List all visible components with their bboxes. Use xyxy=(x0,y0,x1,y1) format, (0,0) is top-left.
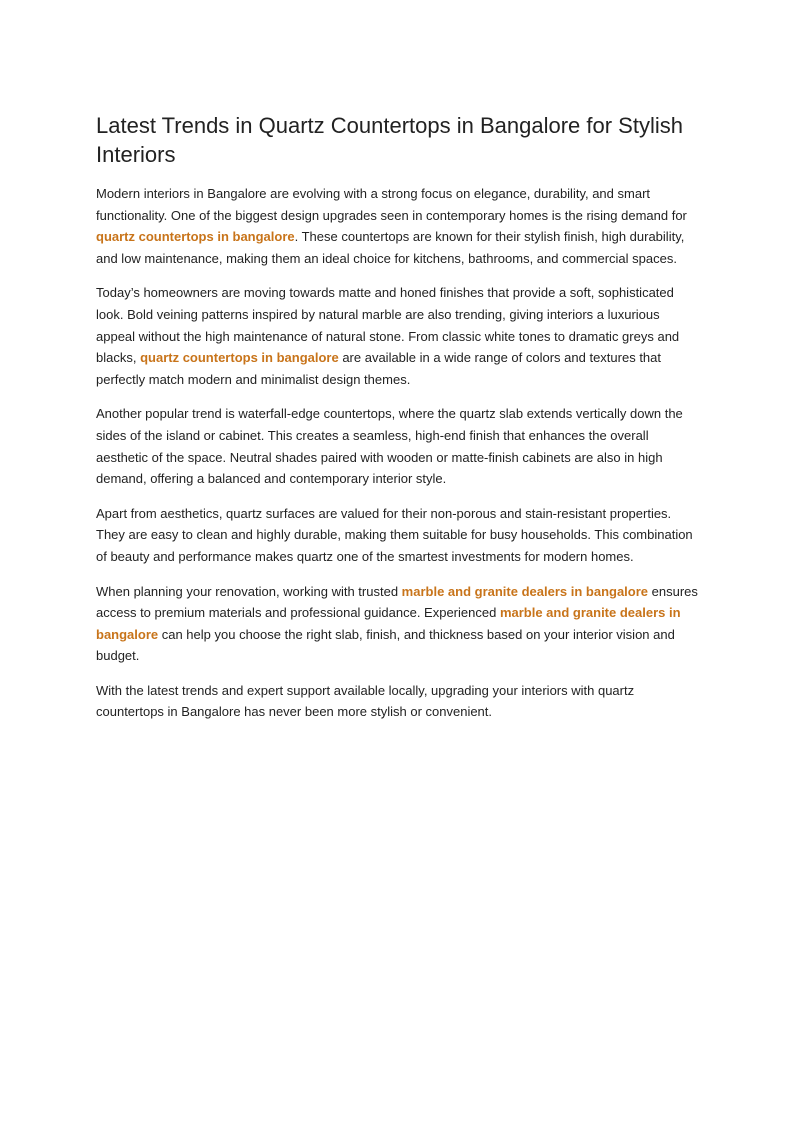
paragraph-text: can help you choose the right slab, finish, and thickness based on your interior vision and budget. xyxy=(96,626,675,664)
paragraph-properties: Apart from aesthetics, quartz surfaces are valued for their non-porous and stain-resistant properties. They are easy to clean and highly durable, making them suitable for busy households. This combination of beauty and performance makes quartz one of the smartest investments for modern homes. xyxy=(96,505,693,564)
quartz-countertops-link[interactable]: quartz countertops in bangalore xyxy=(96,229,295,245)
page-title: Latest Trends in Quartz Countertops in Bangalore for Stylish Interiors xyxy=(96,113,683,167)
paragraph-intro xyxy=(96,183,702,269)
paragraph-conclusion: With the latest trends and expert support available locally, upgrading your interiors with quartz countertops in Bangalore has never been more stylish or convenient. xyxy=(96,682,635,720)
marble-granite-dealers-link[interactable]: marble and granite dealers in bangalore xyxy=(96,605,681,642)
article xyxy=(96,111,702,736)
paragraph-waterfall: Another popular trend is waterfall-edge countertops, where the quartz slab extends vertically down the sides of the island or cabinet. This creates a seamless, high-end finish that enhances the overall aesthetic of the space. Neutral shades paired with wooden or matte-finish cabinets are also in high demand, offering a balanced and contemporary interior style. xyxy=(96,406,683,487)
paragraph-text: When planning your renovation, working with trusted xyxy=(96,583,402,599)
paragraph-text: Today’s homeowners are moving towards matte and honed finishes that provide a soft, sophisticated look. Bold veining patterns inspired by natural marble are also trending, giving interiors a luxurious appeal without the high maintenance of natural stone. From classic white tones to dramatic greys and blacks, xyxy=(96,285,680,366)
paragraph-text: . These countertops are known for their stylish finish, high durability, and low maintenance, making them an ideal choice for kitchens, bathrooms, and commercial spaces. xyxy=(96,229,685,266)
marble-granite-dealers-link[interactable]: marble and granite dealers in bangalore xyxy=(401,583,649,599)
paragraph-text: are available in a wide range of colors and textures that perfectly match modern and minimalist design themes. xyxy=(96,350,662,387)
quartz-countertops-link[interactable]: quartz countertops in bangalore xyxy=(140,350,339,366)
paragraph-finishes xyxy=(96,282,702,390)
paragraph-text: ensures access to premium materials and professional guidance. Experienced xyxy=(96,583,698,621)
paragraph-dealers xyxy=(96,581,702,667)
paragraph-text: Modern interiors in Bangalore are evolving with a strong focus on elegance, durability, and smart functionality. One of the biggest design upgrades seen in contemporary homes is the rising demand for xyxy=(96,186,687,223)
